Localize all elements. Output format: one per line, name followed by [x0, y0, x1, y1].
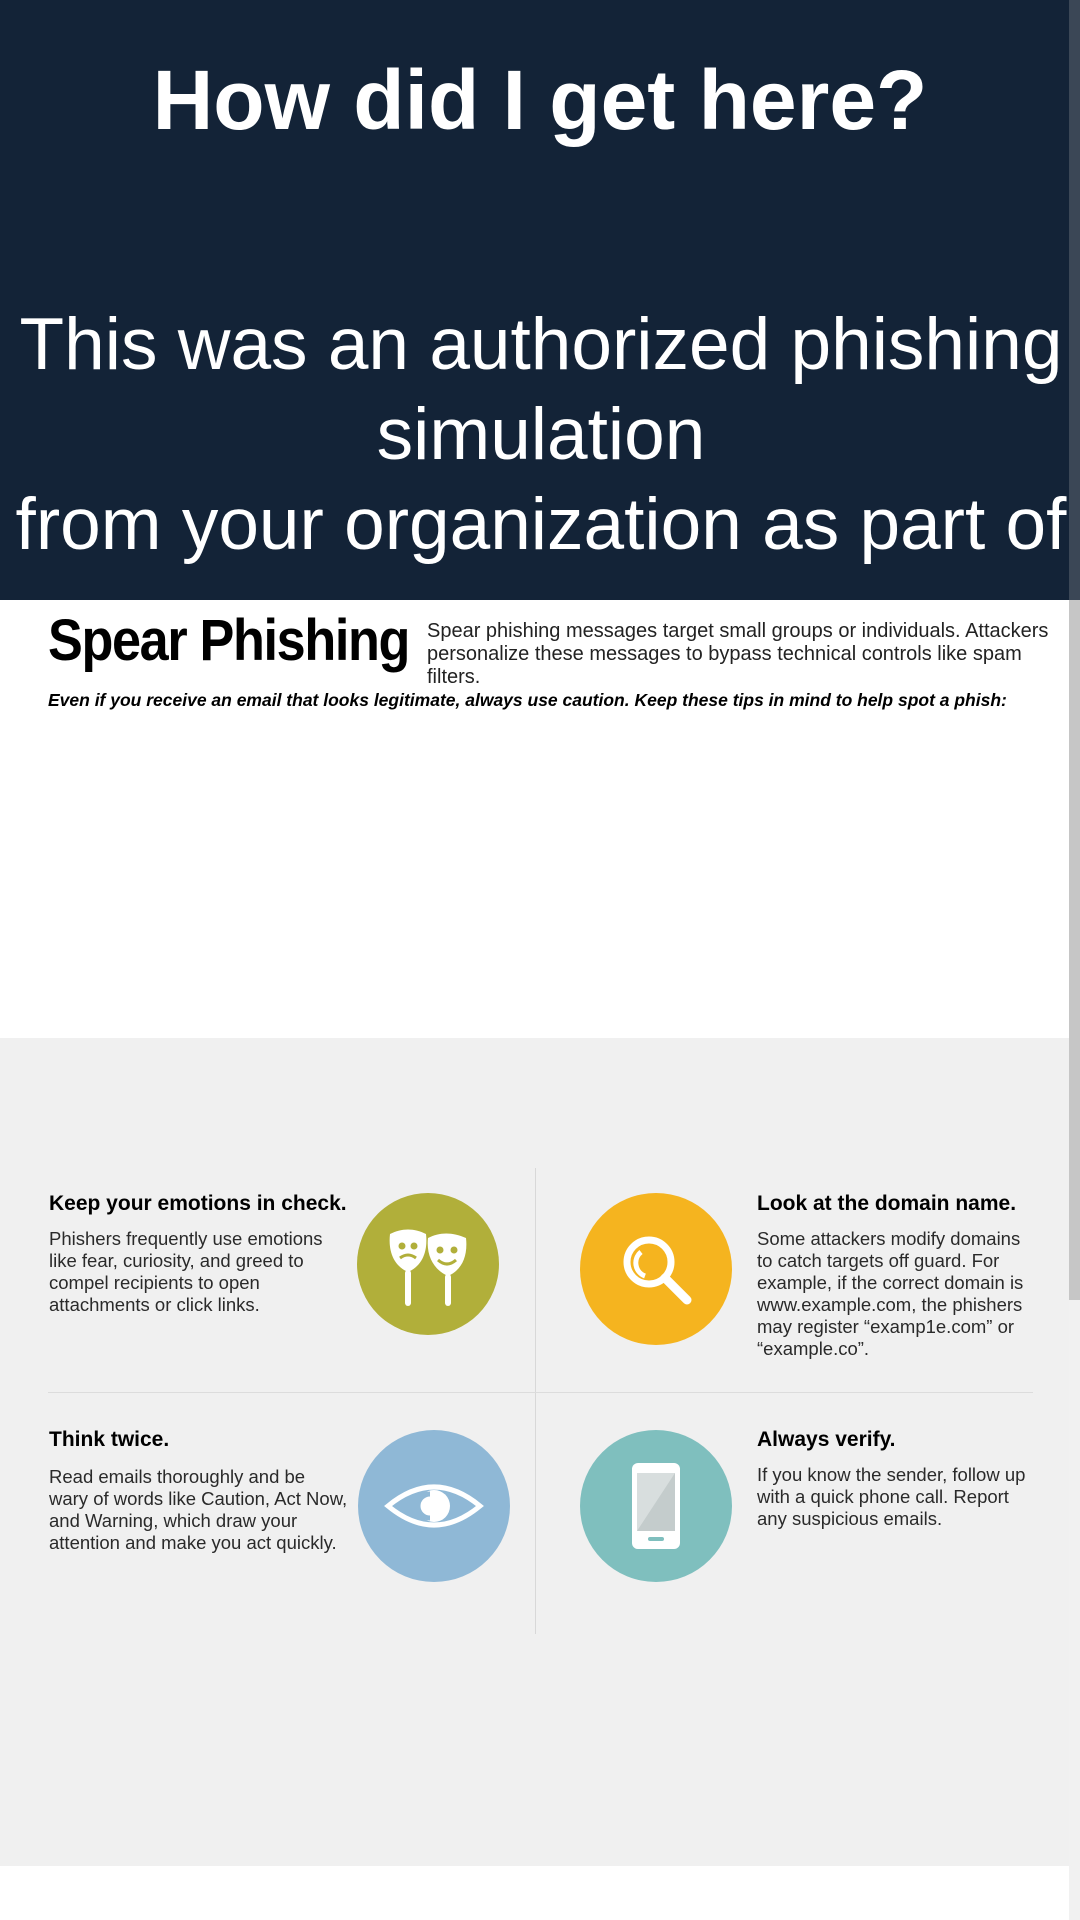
infographic-description: Spear phishing messages target small groups or individuals. Attackers personalize these messages to bypass technical controls like spam filters.	[427, 620, 1049, 688]
banner-title: How did I get here?	[152, 53, 928, 147]
magnifying-glass-icon	[580, 1193, 732, 1345]
theater-masks-icon	[357, 1193, 499, 1335]
infographic-tagline: Even if you receive an email that looks legitimate, always use caution. Keep these tips in mind to help spot a phish:	[48, 690, 1007, 710]
tip-verify-title: Always verify.	[757, 1428, 896, 1451]
tips-divider-vertical	[535, 1168, 536, 1634]
phishing-notice-banner	[0, 0, 1069, 600]
banner-message: This was an authorized phishing simulation from your organization as part of	[15, 304, 1067, 565]
infographic-title: Spear Phishing	[48, 608, 410, 673]
tip-verify-text: If you know the sender, follow up with a quick phone call. Report any suspicious emails.	[757, 1464, 1026, 1529]
tip-emotions-title: Keep your emotions in check.	[49, 1192, 347, 1215]
tip-think-title: Think twice.	[49, 1428, 170, 1451]
scrollbar-thumb[interactable]	[1069, 600, 1080, 1300]
phone-icon	[580, 1430, 732, 1582]
tip-emotions-text: Phishers frequently use emotions like fear, curiosity, and greed to compel recipients to open attachments or click links.	[49, 1228, 323, 1315]
scrollbar[interactable]	[1069, 0, 1080, 1920]
tips-divider-horizontal	[48, 1392, 1033, 1393]
eye-icon	[358, 1430, 510, 1582]
tip-think-text: Read emails thoroughly and be wary of words like Caution, Act Now, and Warning, which draw your attention and make you act quickly.	[49, 1466, 348, 1553]
tip-domain-title: Look at the domain name.	[757, 1192, 1017, 1215]
tip-domain-text: Some attackers modify domains to catch targets off guard. For example, if the correct domain is www.example.com, the phishers may register “examp1e.com” or “example.co”.	[757, 1228, 1024, 1359]
scrollbar-track-top	[1069, 0, 1080, 600]
